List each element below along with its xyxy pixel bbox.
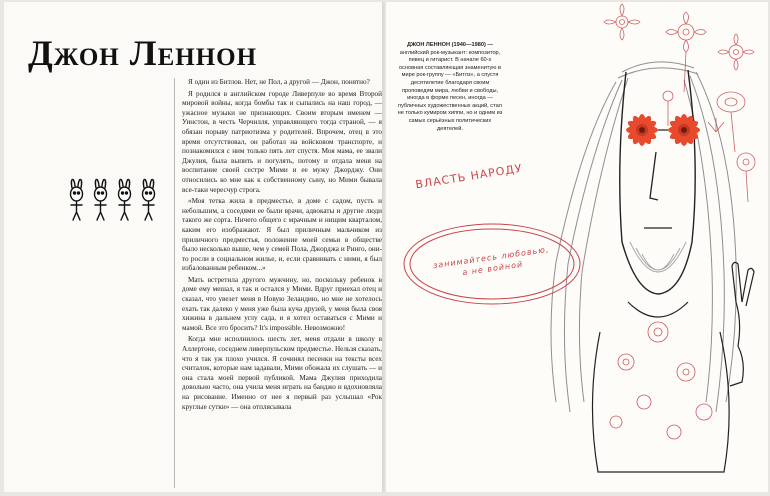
flower-sketch-icon: [604, 4, 755, 202]
paragraph: Я один из Битлов. Нет, не Пол, а другой — Джон, понятно?: [188, 78, 370, 86]
face-outline: [620, 70, 695, 294]
column-divider: [174, 78, 175, 488]
paragraph: Я родился в английском городе Ливерпуле во время Второй мировой войны, когда бомбы так и сыпались на наш город, — ужасное музыки не признающих. Своим вторым именем — Уинстон, в честь Черчилля, управляющего тогда страной, — я обязан порыву патриотизма у родителей. Впрочем, отец в это время отсутствовал, он работал на войсковом транспорте, и познакомился с ним только пять лет спустя. Моя мама, ее звали Джулия, была выпить и погулять, потому и отдала меня на воспитание своей сестре Мими и ее мужу Джорджу. Они относились ко мне как к собственному сыну, но Мими бывала все-таки чересчур строга.: [182, 89, 382, 194]
rabbit-illustration: [64, 174, 164, 222]
bio-caption: [396, 42, 504, 133]
flower-glasses-icon: [626, 114, 701, 147]
caption-text: английский рок-музыкант: композитор, певец и гитарист. В начале 60-х основная составляющая знаменитую в мире рок-группу — «Битлз», а спустя десятилетие благодаря своим проповедям мира, любви и свободы, иногда в форме песен, иногда — публичных художественных акций, стал не только кумиром хиппи, но и одним из самых серьёзных политических деятелей.: [397, 49, 503, 132]
left-page: [4, 2, 384, 492]
right-page: [386, 2, 768, 492]
peace-hand-icon: [730, 262, 754, 386]
hair-scribble: [551, 62, 736, 412]
paragraph: Когда мне исполнилось шесть лет, меня отдали в школу в Аллертоне, соседнем ливерпульском предместье. Нельзя сказать, что я так уж плохо учился. Я сочинял песенки на тексты всех считалок, которые нам задавали, Мими обожала их слушать — и она стала моей первой публикой. Мама Джулия приходила довольно часто, она учила меня играть на банджо и вдохновляла на рисование. Именно от нее я первый раз услышал «Рок круглые сутки» — она отплясывала: [182, 335, 382, 411]
caption-title: ДЖОН ЛЕННОН (1940—1980) —: [407, 42, 493, 48]
body-outline: [592, 302, 729, 472]
paragraph: Мать встретила другого мужчину, но, поскольку ребенок в доме ему мешал, я так и остался у Мими. Вдруг приехал отец и сказал, что увезет меня в Новую Зеландию, но мне не хотелось ехать так далеко у меня уже была куча друзей, у меня была своя хижина в дальнем углу сада, и я хотел оставаться с Мими и мамой. Все это бросить? It's impossible. Невозможно!: [182, 275, 382, 332]
article-body: [182, 78, 382, 414]
page-title: Джон Леннон: [28, 33, 258, 73]
power-to-the-people-slogan: ВЛАСТЬ НАРОДУ: [414, 161, 524, 192]
shirt-flowers: [610, 322, 712, 439]
beard-scribble: [630, 242, 686, 272]
stamp-text: занимайтесь любовью, а не войной: [432, 244, 550, 278]
paragraph: «Моя тетка жила в предместье, в доме с садом, пусть и небольшим, а соседями ее были врачи, адвокаты и другие люди такого же сорта. Ничего общего с мрачным и нищим кварталом, каким его изображают. Я был приличным мальчиком из приличного предместья, положение моей семьи в обществе было несколько выше, чем у семей Пола, Джорджа и Ринго, они-то росли в социальном жилье, и, если сравнивать с ними, я был избалованным ребенком...»: [182, 197, 382, 273]
nose-line: [650, 152, 658, 200]
